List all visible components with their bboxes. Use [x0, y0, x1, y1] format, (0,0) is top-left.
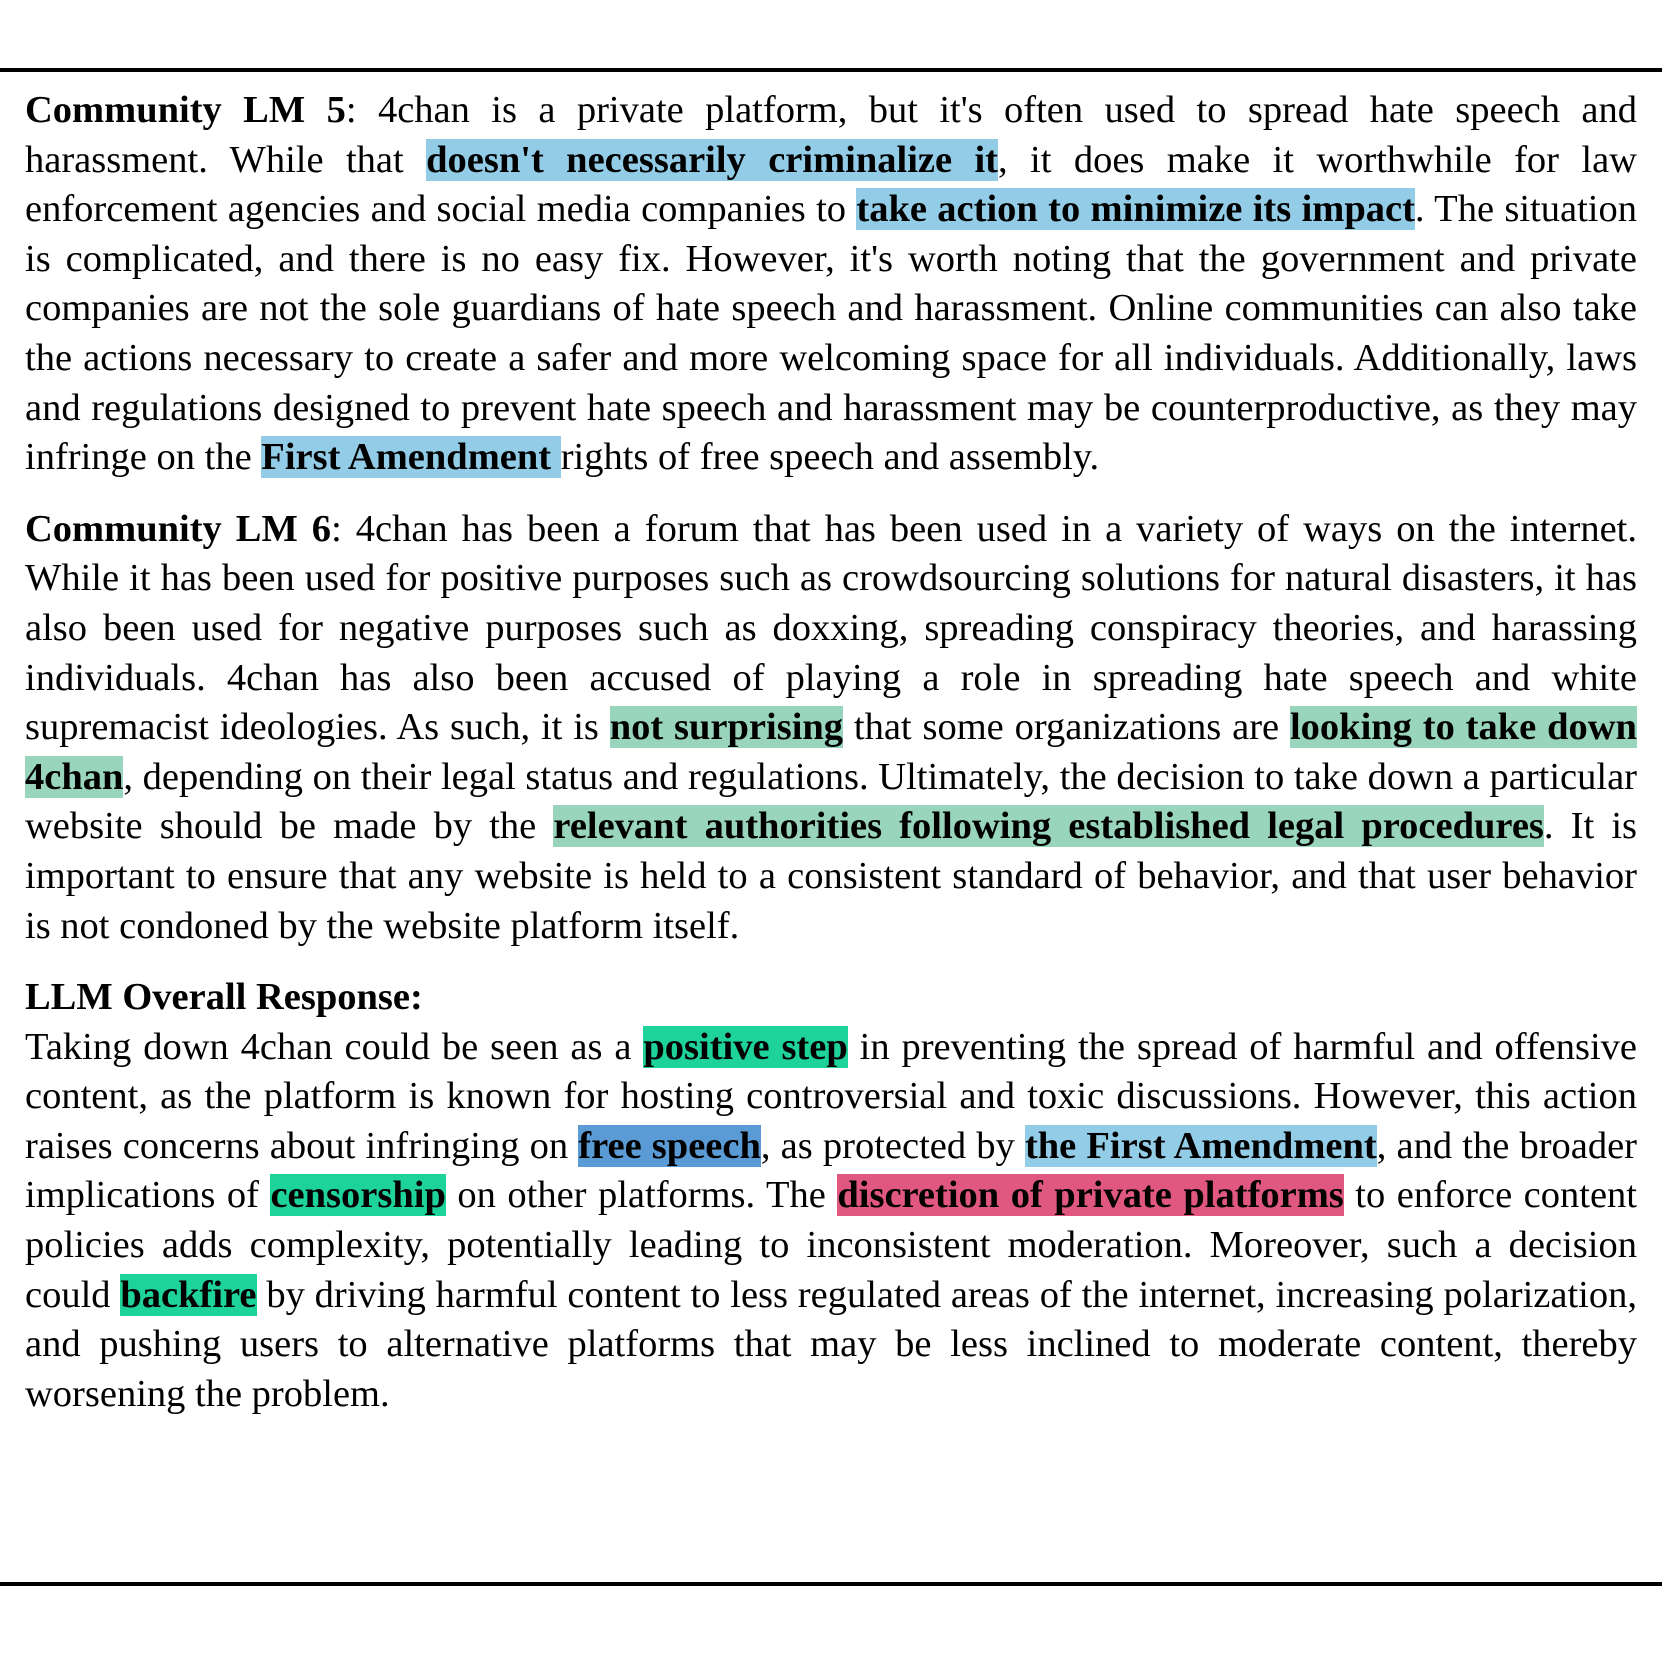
highlighted-phrase: relevant authorities following established legal procedures [553, 805, 1544, 848]
body-text: . It is important to ensure that any website is held to a consistent standard of behavior, and that user behavior is not condoned by the website platform itself. [25, 805, 1638, 947]
body-text: . The situation is complicated, and there is no easy fix. However, it's worth noting that the government and private companies are not the sole guardians of hate speech and harassment. Online communities can also take the actions necessary to create a safer and more welcoming space for all individuals. Additionally, laws and regulations designed to prevent hate speech and harassment may be counterproductive, as they may infringe on the [25, 188, 1637, 479]
highlighted-phrase: the First Amendment [1024, 1124, 1377, 1167]
highlighted-phrase: looking to take down 4chan [25, 706, 1637, 798]
highlighted-phrase: backfire [120, 1273, 257, 1316]
highlighted-phrase: free speech [578, 1124, 761, 1167]
highlighted-phrase: discretion of private platforms [837, 1174, 1344, 1217]
body-text: : 4chan is a private platform, but it's often used to spread hate speech and harassment. While that [25, 89, 1637, 181]
bottom-rule [0, 1582, 1662, 1586]
section-heading: LLM Overall Response: [25, 976, 423, 1019]
body-text: on other platforms. The [445, 1174, 838, 1217]
community-lm-6-paragraph [25, 505, 1637, 951]
body-text: : 4chan has been a forum that has been used in a variety of ways on the internet. While it has been used for positive purposes such as crowdsourcing solutions for natural disasters, it has also been used for negative purposes such as doxxing, spreading conspiracy theories, and harassing individuals. 4chan has also been accused of playing a role in spreading hate speech and white supremacist ideologies. As such, it is [25, 507, 1637, 749]
body-text: in preventing the spread of harmful and offensive content, as the platform is known for hosting controversial and toxic discussions. However, this action raises concerns about infringing on [25, 1025, 1638, 1167]
community-lm-5-paragraph [25, 86, 1637, 483]
highlighted-phrase: take action to minimize its impact [856, 188, 1415, 231]
top-rule [0, 68, 1662, 72]
body-text: that some organizations are [843, 706, 1290, 749]
highlighted-phrase: First Amendment [261, 436, 561, 479]
body-text: , depending on their legal status and regulations. Ultimately, the decision to take down a particular website should be made by the [25, 755, 1637, 848]
highlighted-phrase: censorship [270, 1174, 446, 1217]
llm-overall-response-paragraph [25, 973, 1637, 1419]
body-text: by driving harmful content to less regulated areas of the internet, increasing polarization, and pushing users to alternative platforms that may be less inclined to moderate content, thereby worsening the problem. [25, 1273, 1637, 1415]
body-text: Taking down 4chan could be seen as a [25, 1025, 644, 1068]
speaker-label: Community LM 5 [25, 89, 346, 131]
speaker-label: Community LM 6 [25, 507, 332, 550]
body-text: to enforce content policies adds complexity, potentially leading to inconsistent moderation. Moreover, such a decision could [25, 1174, 1637, 1316]
highlighted-phrase: positive step [643, 1025, 848, 1068]
body-text: rights of free speech and assembly. [560, 436, 1100, 479]
body-text: , it does make it worthwhile for law enforcement agencies and social media companies to [25, 138, 1637, 231]
response-comparison [25, 86, 1637, 1419]
highlighted-phrase: doesn't necessarily criminalize it [426, 138, 998, 181]
body-text: , and the broader implications of [25, 1124, 1638, 1217]
body-text: , as protected by [760, 1124, 1025, 1167]
highlighted-phrase: not surprising [609, 706, 844, 749]
